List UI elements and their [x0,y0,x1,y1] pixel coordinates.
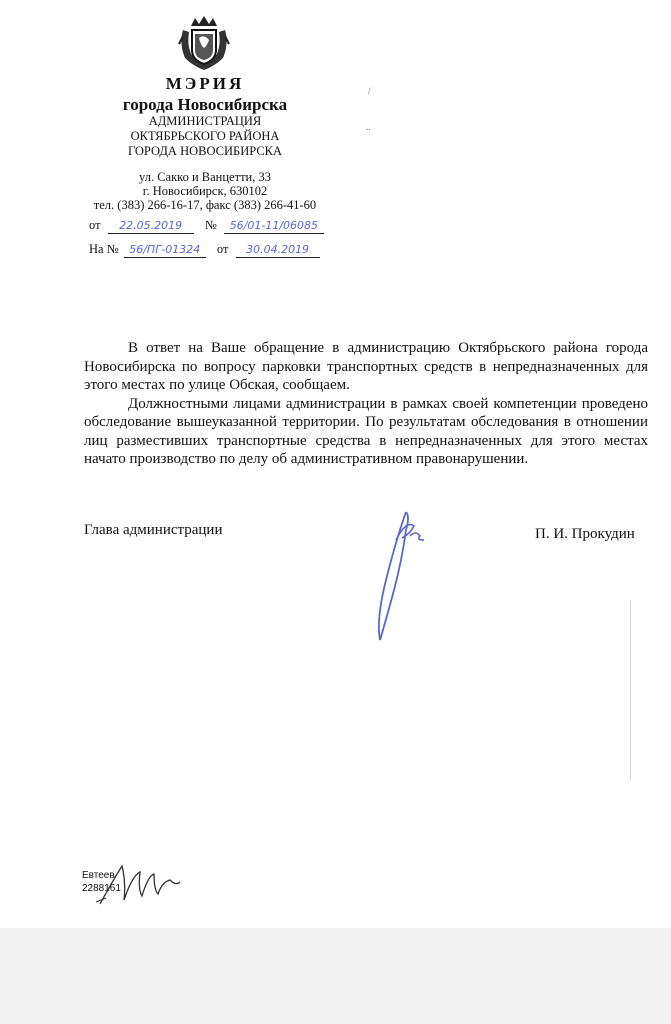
signature-handwritten [366,500,436,650]
scan-mark: .. [366,122,371,132]
reference-number-line [89,242,320,258]
address-street: ул. Сакко и Ванцетти, 33 [139,170,271,184]
executor-signature [92,852,187,912]
outgoing-number-line [89,218,324,234]
letter-body [84,339,648,469]
org-city: города Новосибирска [122,95,288,114]
coat-of-arms-icon [177,14,231,72]
executor-name: Евтеев [82,870,115,881]
outgoing-number: 56/01-11/06085 [224,219,324,234]
reference-date: 30.04.2019 [236,243,320,258]
scan-artifact-line [630,600,631,780]
ref-label: На № [89,242,119,256]
admin-line: ОКТЯБРЬСКОГО РАЙОНА [130,129,280,143]
address-city: г. Новосибирск, 630102 [142,184,268,198]
reference-number: 56/ПГ-01324 [124,243,206,258]
number-label: № [204,218,217,232]
executor-phone: 2288161 [82,883,121,894]
ref-from-label: от [216,242,229,256]
signatory-position: Глава администрации [84,522,223,538]
signatory-name: П. И. Прокудин [535,526,635,542]
org-title: МЭРИЯ [165,74,245,93]
outgoing-date: 22.05.2019 [108,219,194,234]
body-paragraph: В ответ на Ваше обращение в администрацию Октябрьского района города Новосибирска по вопросу парковки транспортных средств в непредназначенных для этого местах по улице Обская, сообщаем. [84,340,648,393]
admin-line: ГОРОДА НОВОСИБИРСКА [127,144,283,158]
admin-line: АДМИНИСТРАЦИЯ [148,114,262,128]
body-paragraph: Должностными лицами администрации в рамках своей компетенции проведено обследование вышеуказанной территории. По результатам обследования в отношении лиц разместивших транспортные средства в непредназначенных для этого местах начато производство по делу об административном правонарушении. [84,395,648,467]
admin-block [110,114,300,159]
scan-mark: / [368,86,371,96]
address-phone: тел. (383) 266-16-17, факс (383) 266-41-60 [93,198,317,212]
address-block [80,170,330,212]
from-label: от [89,218,101,232]
